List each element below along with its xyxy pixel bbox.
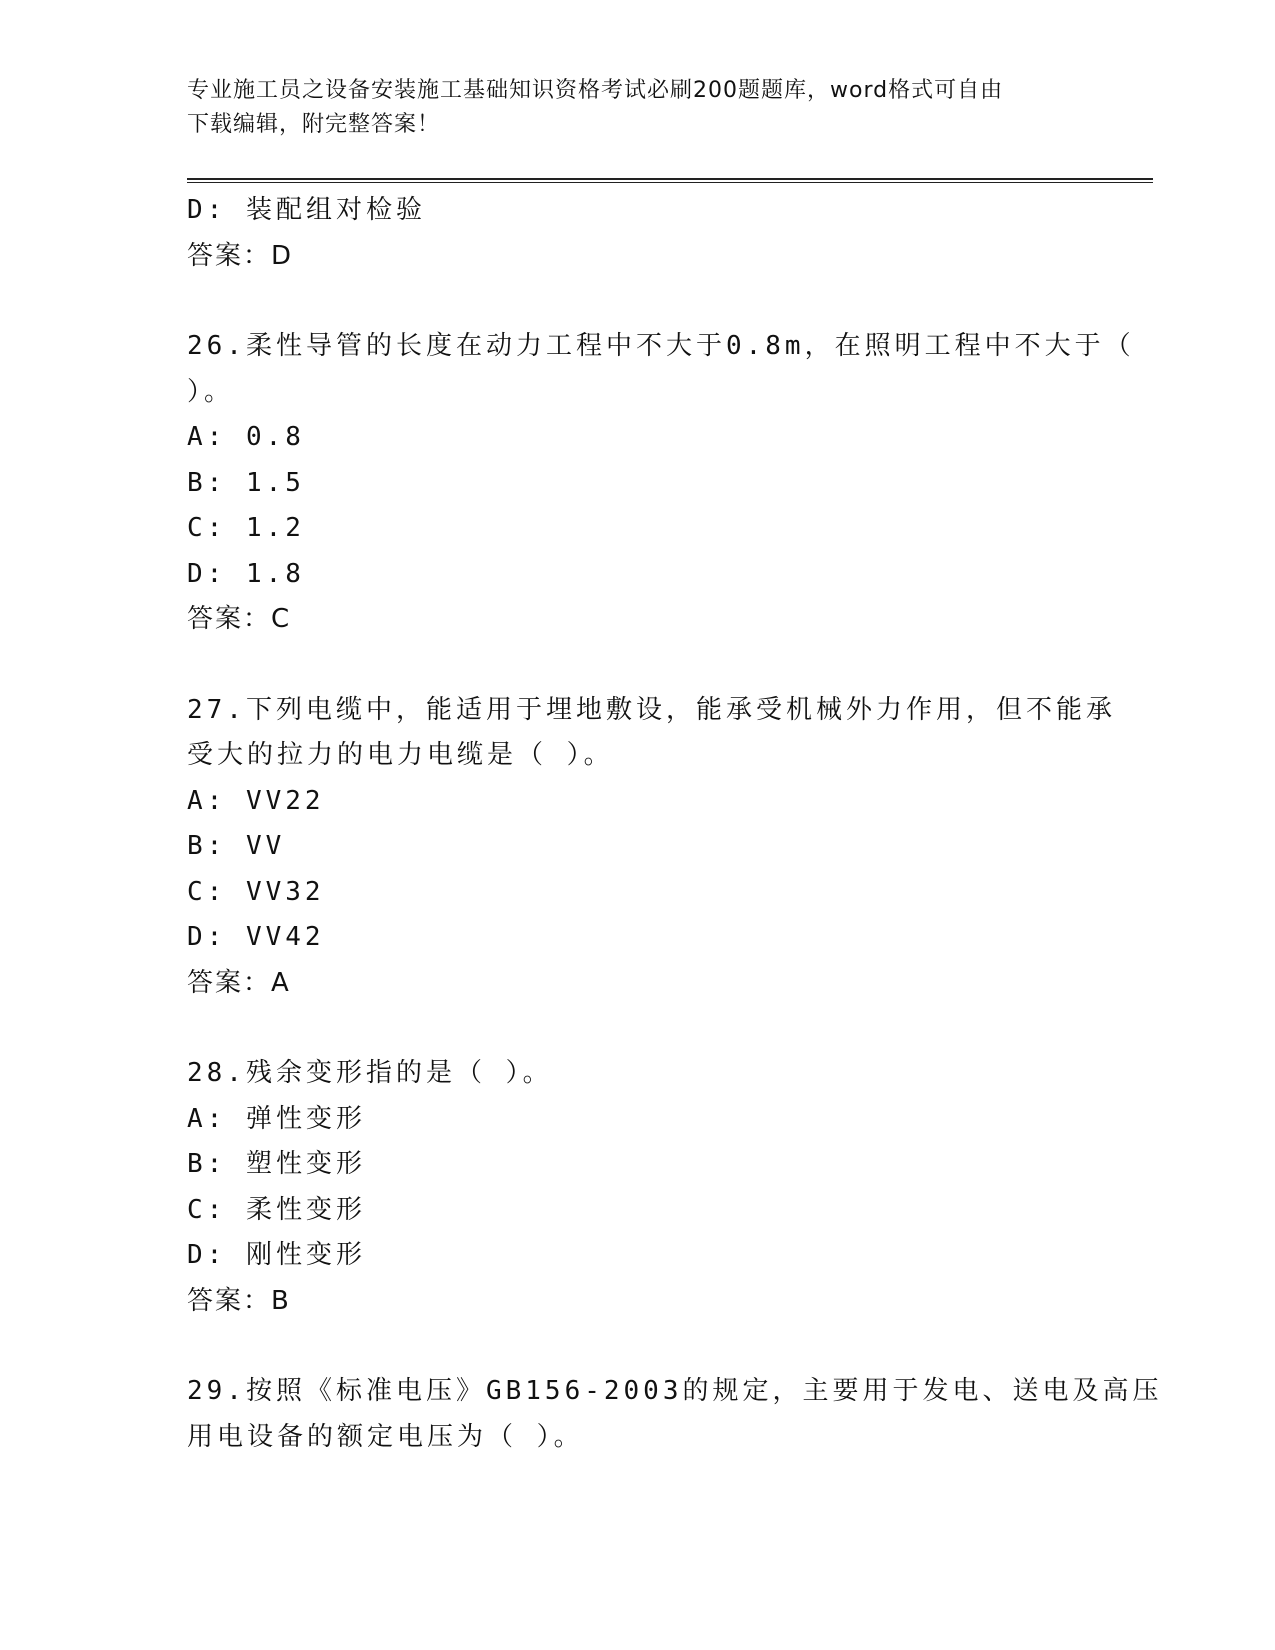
option-d: D: 1.8	[187, 558, 305, 589]
option-d: D: 装配组对检验	[187, 195, 426, 225]
option-a: A: 0.8	[187, 422, 305, 452]
option-d: D: 刚性变形	[187, 1240, 366, 1270]
question-27	[187, 688, 1116, 1007]
answer-label: 答案：C	[187, 604, 292, 634]
option-b: B: 1.5	[187, 467, 305, 498]
question-list	[187, 188, 1163, 1460]
header-title-line-1: 专业施工员之设备安装施工基础知识资格考试必刷200题题库，word格式可自由	[187, 78, 1004, 103]
question-stem-line-1: 29.按照《标准电压》GB156-2003的规定，主要用于发电、送电及高压	[187, 1376, 1163, 1406]
question-28	[187, 1051, 1087, 1324]
answer-label: 答案：A	[187, 967, 291, 998]
question-25-fragment	[187, 188, 1087, 279]
option-a: A: 弹性变形	[187, 1103, 366, 1134]
question-29	[187, 1369, 1163, 1460]
document-header	[187, 74, 1067, 142]
spacer	[187, 1324, 1087, 1369]
question-stem-line-1: 28.残余变形指的是（ ）。	[187, 1058, 553, 1088]
question-stem-line-2: ）。	[187, 376, 235, 407]
question-stem-line-1: 27.下列电缆中，能适用于埋地敷设，能承受机械外力作用，但不能承	[187, 694, 1116, 725]
question-stem-line-1: 26.柔性导管的长度在动力工程中不大于0.8m，在照明工程中不大于（	[187, 331, 1135, 361]
answer-label: 答案：B	[187, 1285, 291, 1316]
question-26	[187, 324, 1135, 643]
question-stem-line-2: 受大的拉力的电力电缆是（ ）。	[187, 740, 614, 770]
option-c: C: VV32	[187, 876, 325, 907]
header-divider	[187, 178, 1153, 183]
option-a: A: VV22	[187, 785, 325, 816]
spacer	[187, 1006, 1087, 1051]
option-d: D: VV42	[187, 922, 325, 952]
spacer	[187, 643, 1087, 688]
spacer	[187, 279, 1087, 324]
header-title-line-2: 下载编辑，附完整答案！	[187, 112, 441, 137]
question-stem-line-2: 用电设备的额定电压为（ ）。	[187, 1421, 584, 1452]
answer-label: 答案：D	[187, 240, 294, 271]
option-c: C: 1.2	[187, 513, 305, 543]
option-c: C: 柔性变形	[187, 1194, 366, 1225]
option-b: B: VV	[187, 831, 286, 861]
option-b: B: 塑性变形	[187, 1149, 366, 1179]
